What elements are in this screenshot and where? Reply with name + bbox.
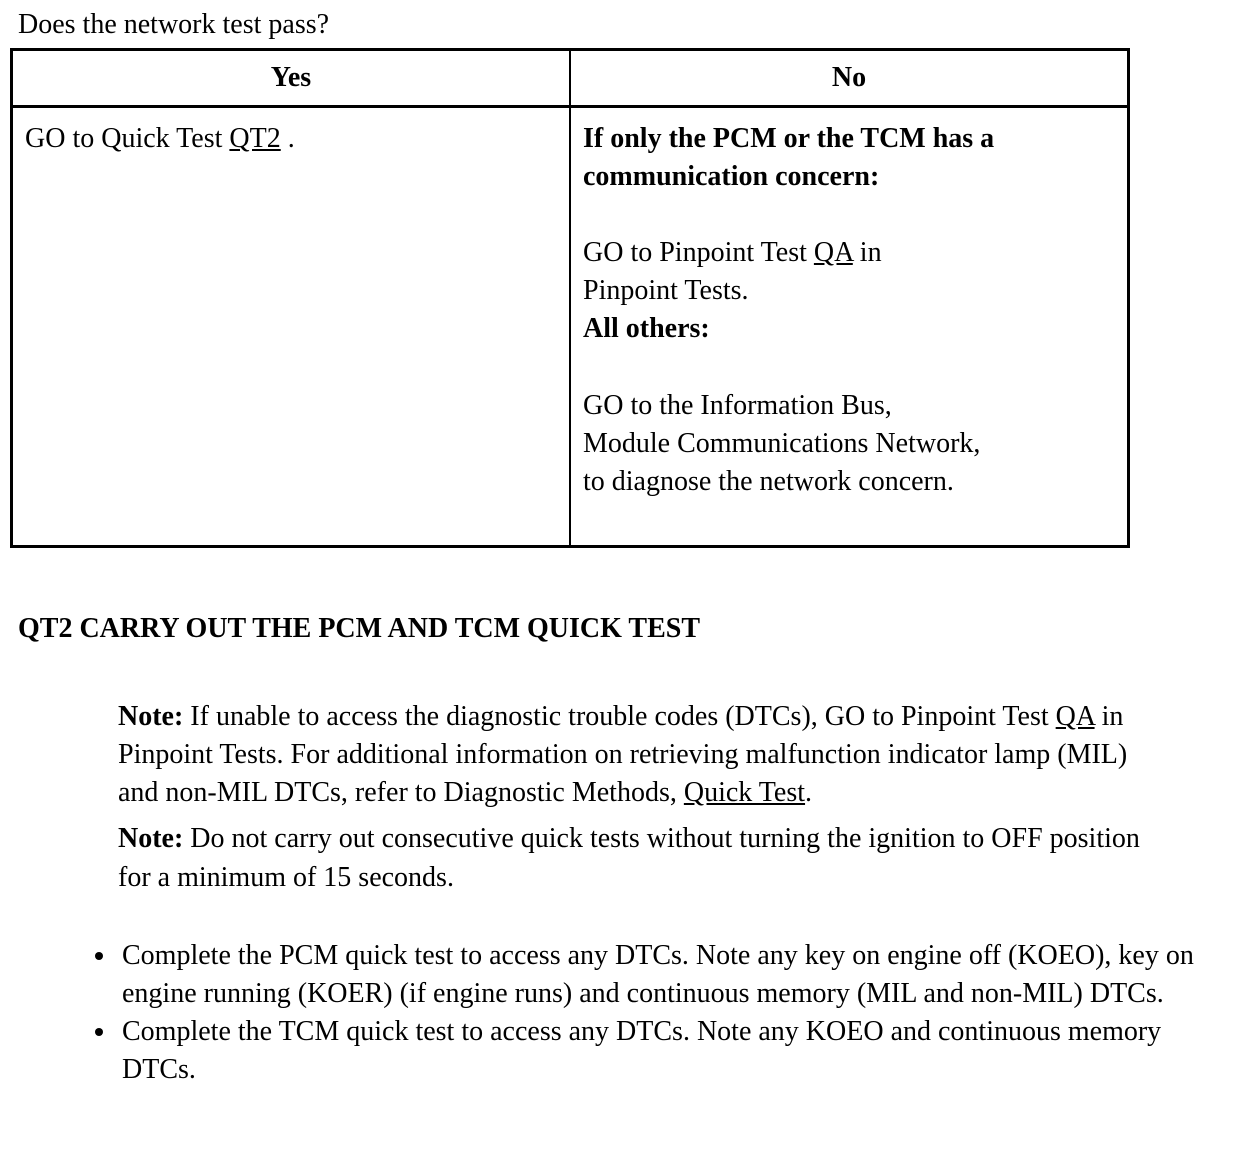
- goto-qa-line2: Pinpoint Tests.: [583, 275, 749, 307]
- notes-block: [118, 698, 1170, 896]
- no-cell-bus-paragraph: [583, 387, 1115, 501]
- qt2-link[interactable]: QT2: [229, 123, 281, 155]
- qa-link[interactable]: QA: [813, 237, 853, 269]
- quick-test-link[interactable]: Quick Test: [683, 777, 806, 809]
- no-cell: [570, 107, 1129, 547]
- note-2-label: Note:: [118, 823, 184, 855]
- no-cell-goto-qa: [583, 234, 1115, 310]
- decision-table: [10, 48, 1130, 548]
- section-heading-qt2: QT2 CARRY OUT THE PCM AND TCM QUICK TEST: [18, 613, 701, 645]
- no-cell-bold-intro: If only the PCM or the TCM has a communication concern:: [583, 123, 995, 193]
- bus-line-1: GO to the Information Bus,: [583, 389, 892, 421]
- bus-line-3: to diagnose the network concern.: [583, 465, 954, 497]
- goto-qa-prefix: GO to Pinpoint Test: [583, 237, 814, 269]
- no-cell-all-others: All others:: [583, 313, 710, 345]
- goto-qa-mid: in: [852, 237, 882, 269]
- table-body-row: [12, 107, 1129, 547]
- note-1: [118, 698, 1170, 812]
- list-item-pcm-quick-test: • Complete the PCM quick test to access any DTCs. Note any key on engine off (KOEO), key on engine running (KOER) (if engine runs) and continuous memory (MIL and non-MIL) DTCs.: [118, 937, 1198, 1013]
- qa-link-note[interactable]: QA: [1055, 701, 1095, 733]
- note-1-text-part1: If unable to access the diagnostic trouble codes (DTCs), GO to Pinpoint Test: [183, 701, 1056, 733]
- table-header-row: [12, 50, 1129, 107]
- table-header-no: No: [570, 50, 1129, 107]
- list-item-tcm-quick-test: • Complete the TCM quick test to access any DTCs. Note any KOEO and continuous memory DTCs.: [118, 1013, 1198, 1089]
- note-2-text: Do not carry out consecutive quick tests without turning the ignition to OFF position for a minimum of 15 seconds.: [118, 823, 1140, 893]
- question-text: Does the network test pass?: [18, 9, 330, 40]
- yes-cell-text-prefix: GO to Quick Test: [25, 123, 230, 155]
- note-2: [118, 820, 1170, 896]
- table-header-yes: Yes: [12, 50, 571, 107]
- note-1-text-part3: .: [805, 777, 813, 809]
- yes-cell-text-suffix: .: [280, 123, 295, 155]
- note-1-label: Note:: [118, 701, 184, 733]
- note-1-text-part2: in Pinpoint Tests. For additional information on retrieving malfunction indicator lamp (MIL) and non-MIL DTCs, refer to Diagnostic Methods,: [118, 701, 1128, 809]
- bus-line-2: Module Communications Network,: [583, 427, 981, 459]
- yes-cell: [12, 107, 571, 547]
- bullet-list: [18, 937, 1198, 1089]
